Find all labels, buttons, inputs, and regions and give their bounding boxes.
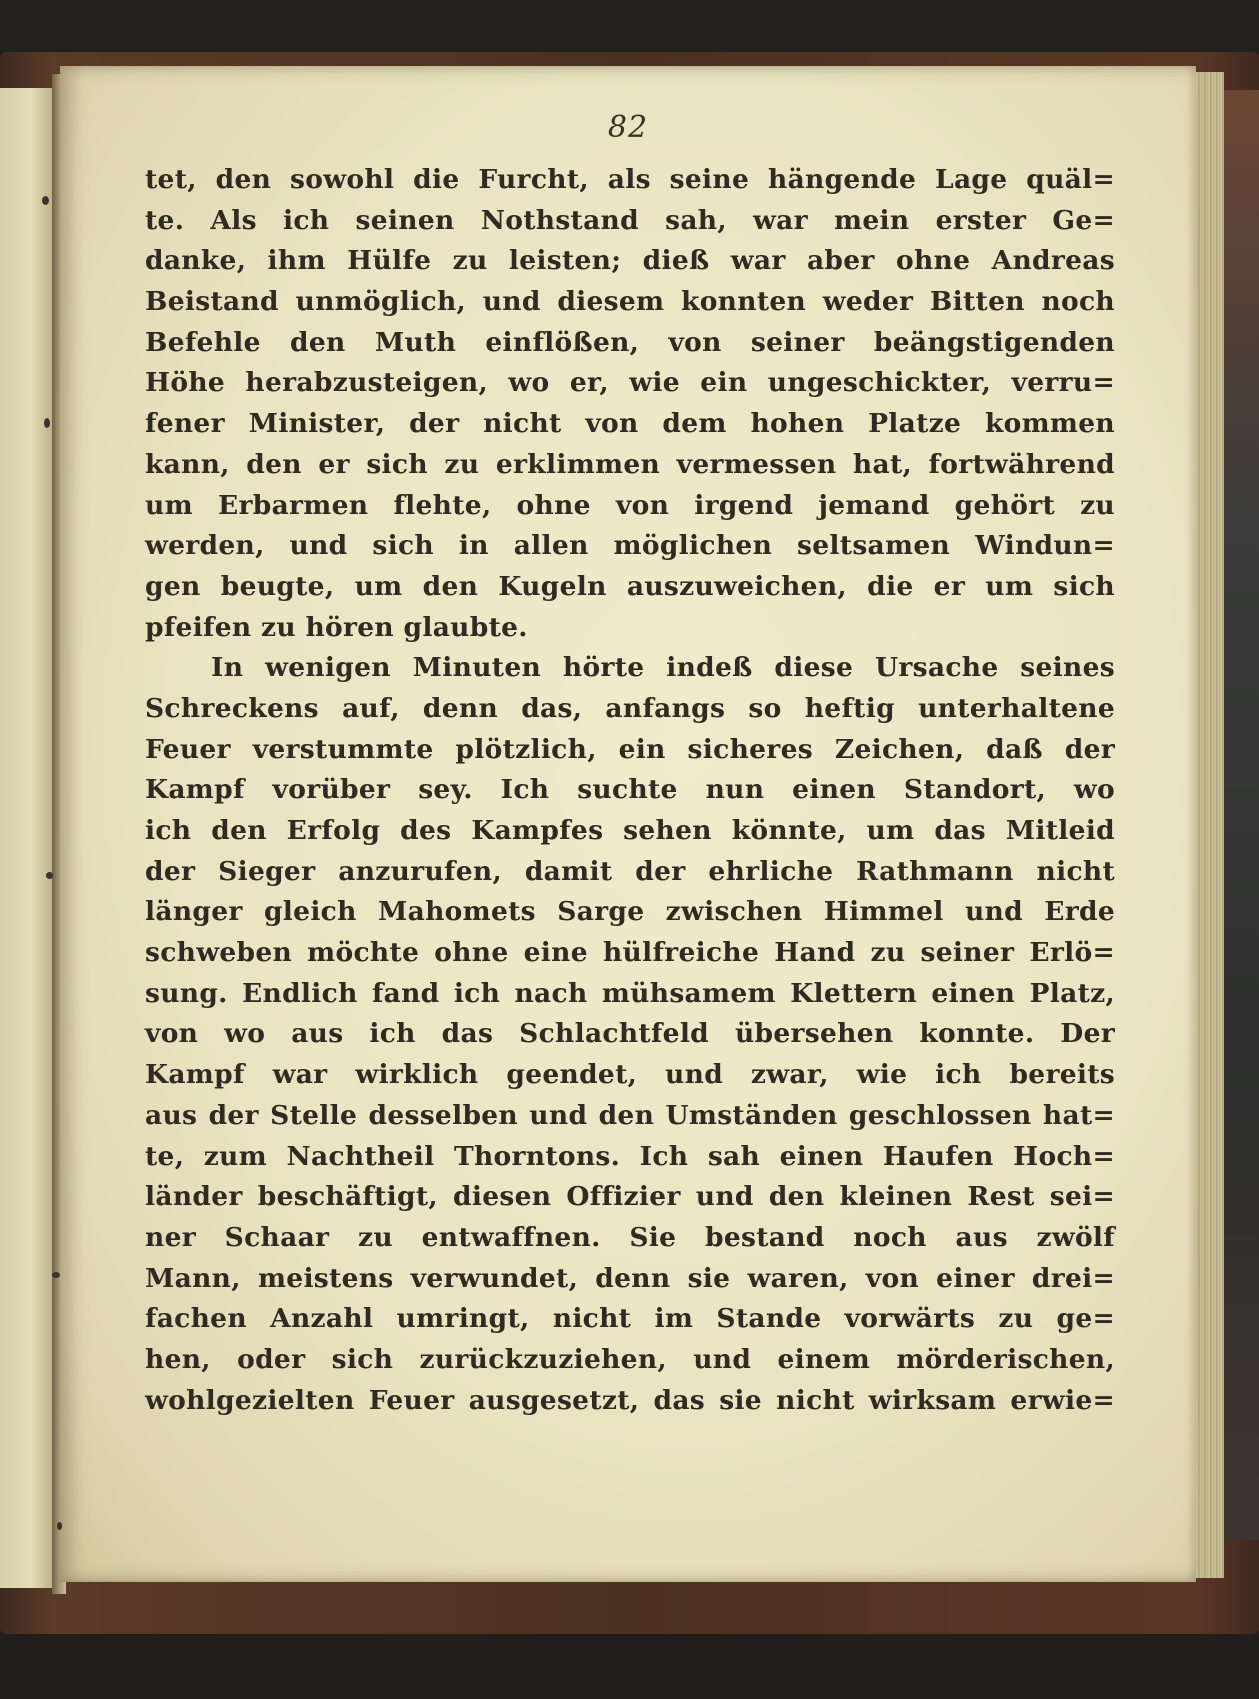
text-line: pfeifen zu hören glaubte. — [145, 611, 528, 643]
text-line: te. Als ich seinen Nothstand sah, war mein erster Ge= — [145, 204, 1115, 236]
text-line: Kampf vorüber sey. Ich suchte nun einen Standort, wo — [145, 774, 1115, 806]
left-page-edge — [0, 88, 54, 1588]
ink-speck — [52, 1272, 60, 1278]
text-line: länder beschäftigt, diesen Offizier und den kleinen Rest sei= — [145, 1181, 1115, 1213]
text-line: kann, den er sich zu erklimmen vermessen hat, fortwährend — [145, 448, 1115, 480]
text-line: aus der Stelle desselben und den Umständen geschlossen hat= — [145, 1099, 1115, 1131]
text-line: Kampf war wirklich geendet, und zwar, wie ich bereits — [145, 1059, 1115, 1091]
text-line: In wenigen Minuten hörte indeß diese Ursache seines — [211, 652, 1115, 684]
text-line: Beistand unmöglich, und diesem konnten weder Bitten noch — [145, 286, 1115, 318]
ink-speck — [57, 1522, 62, 1530]
ink-speck — [46, 872, 53, 879]
text-line: werden, und sich in allen möglichen seltsamen Windun= — [145, 530, 1115, 562]
text-line: Mann, meistens verwundet, denn sie waren, von einer drei= — [145, 1262, 1115, 1294]
text-line: Feuer verstummte plötzlich, ein sicheres Zeichen, daß der — [145, 733, 1115, 765]
ink-speck — [42, 196, 49, 205]
text-line: ich den Erfolg des Kampfes sehen könnte, um das Mitleid — [145, 815, 1115, 846]
text-line: hen, oder sich zurückzuziehen, und einem mörderischen, — [145, 1343, 1115, 1375]
text-line: danke, ihm Hülfe zu leisten; dieß war aber ohne Andreas — [145, 245, 1115, 277]
text-line: gen beugte, um den Kugeln auszuweichen, die er um sich — [145, 570, 1115, 602]
book-page — [60, 66, 1196, 1582]
body-text — [145, 160, 1115, 1421]
text-line: ner Schaar zu entwaffnen. Sie bestand noch aus zwölf — [145, 1221, 1115, 1253]
text-line: Schreckens auf, denn das, anfangs so heftig unterhaltene — [145, 692, 1115, 724]
text-line: sung. Endlich fand ich nach mühsamem Klettern einen Platz, — [145, 977, 1115, 1009]
page-number: 82 — [607, 110, 649, 145]
text-line: der Sieger anzurufen, damit der ehrliche Rathmann nicht — [145, 855, 1115, 887]
cover-corner — [1223, 90, 1259, 1540]
text-line: Befehle den Muth einflößen, von seiner beängstigenden — [145, 326, 1115, 358]
text-line: tet, den sowohl die Furcht, als seine hängende Lage quäl= — [145, 164, 1115, 195]
text-line: fachen Anzahl umringt, nicht im Stande vorwärts zu ge= — [145, 1303, 1115, 1335]
text-line: fener Minister, der nicht von dem hohen Platze kommen — [145, 408, 1115, 440]
ink-speck — [44, 418, 50, 428]
text-line: um Erbarmen flehte, ohne von irgend jemand gehört zu — [145, 489, 1115, 521]
text-line: schweben möchte ohne eine hülfreiche Hand zu seiner Erlö= — [145, 937, 1115, 969]
text-line: von wo aus ich das Schlachtfeld übersehen konnte. Der — [145, 1018, 1115, 1050]
text-line: Höhe herabzusteigen, wo er, wie ein ungeschickter, verru= — [145, 367, 1115, 399]
text-line: te, zum Nachtheil Thorntons. Ich sah einen Haufen Hoch= — [145, 1140, 1115, 1172]
text-line: länger gleich Mahomets Sarge zwischen Himmel und Erde — [145, 896, 1115, 928]
text-line: wohlgezielten Feuer ausgesetzt, das sie nicht wirksam erwie= — [145, 1384, 1115, 1416]
